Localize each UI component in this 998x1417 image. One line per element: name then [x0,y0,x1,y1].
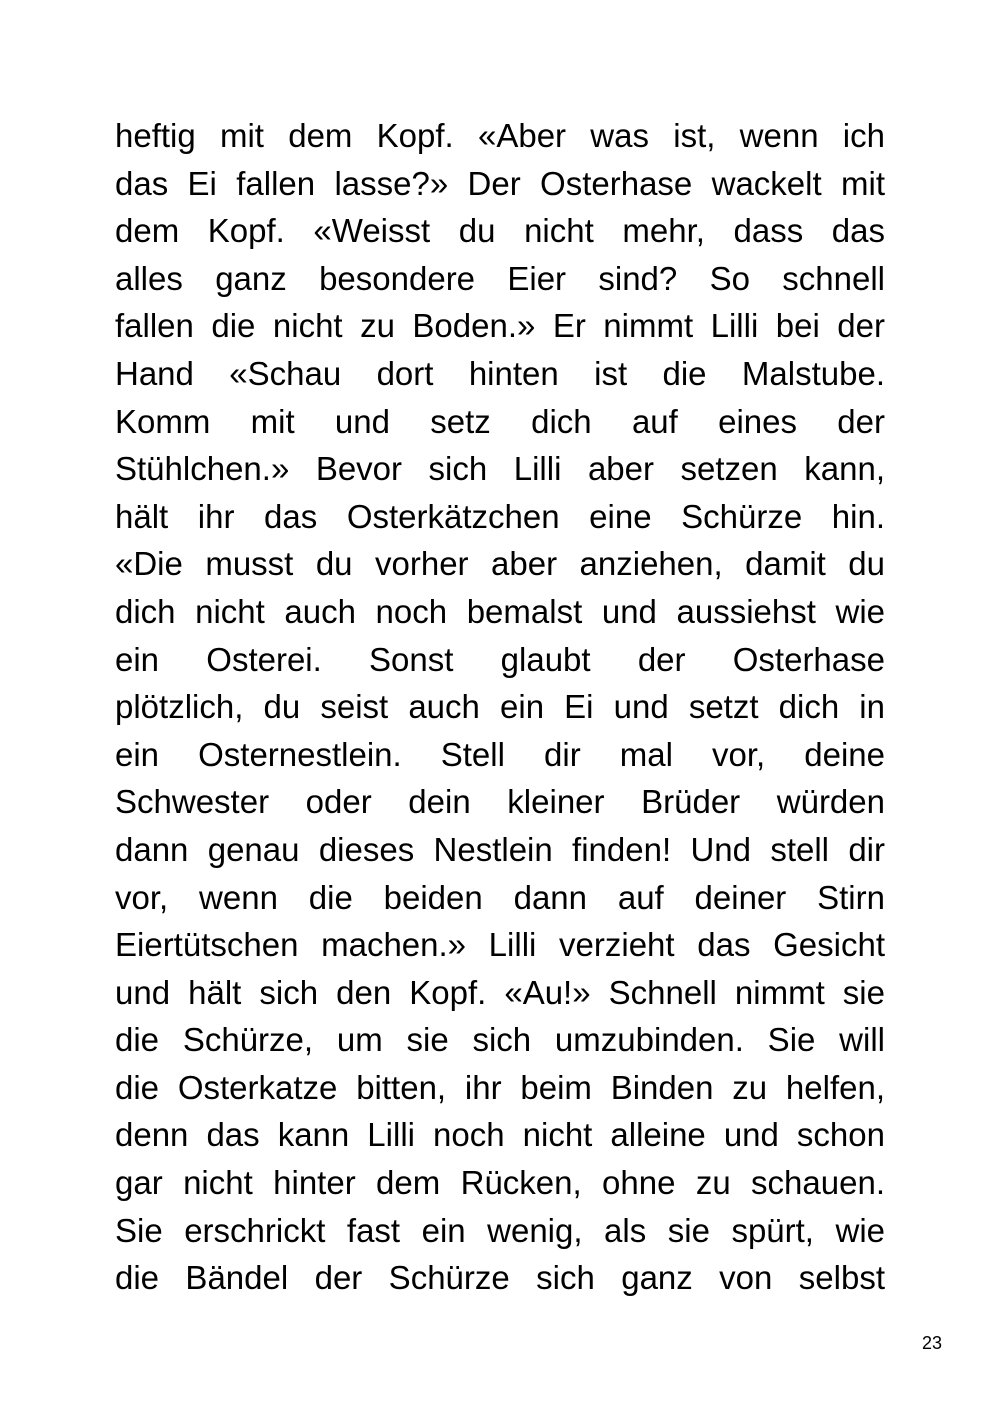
text-line: Hand «Schau dort hinten ist die Malstube. [115,354,885,392]
text-line: fallen die nicht zu Boden.» Er nimmt Lilli bei der [115,307,885,345]
text-line: Eiertütschen machen.» Lilli verzieht das Gesicht [115,926,885,964]
text-line: «Die musst du vorher aber anziehen, damit du [115,545,885,583]
text-line: das Ei fallen lasse?» Der Osterhase wackelt mit [115,164,885,202]
text-line: und hält sich den Kopf. «Au!» Schnell nimmt sie [115,973,885,1011]
text-line: vor, wenn die beiden dann auf deiner Stirn [115,878,885,916]
text-line: ein Osterei. Sonst glaubt der Osterhase [115,640,885,678]
text-line: die Osterkatze bitten, ihr beim Binden zu helfen, [115,1068,885,1106]
text-line: ein Osternestlein. Stell dir mal vor, deine [115,735,885,773]
text-line: Schwester oder dein kleiner Brüder würden [115,783,885,821]
text-line: die Bändel der Schürze sich ganz von selbst [115,1259,885,1297]
text-line: plötzlich, du seist auch ein Ei und setzt dich in [115,688,885,726]
text-line: denn das kann Lilli noch nicht alleine und schon [115,1116,885,1154]
text-line: alles ganz besondere Eier sind? So schnell [115,259,885,297]
text-line: dich nicht auch noch bemalst und aussiehst wie [115,592,885,630]
text-line: Sie erschrickt fast ein wenig, als sie spürt, wie [115,1211,885,1249]
text-line: heftig mit dem Kopf. «Aber was ist, wenn ich [115,117,885,154]
body-text [115,112,885,1302]
text-line: dann genau dieses Nestlein finden! Und stell dir [115,830,885,868]
page-number: 23 [921,1333,942,1353]
text-line: gar nicht hinter dem Rücken, ohne zu schauen. [115,1164,885,1202]
text-line: die Schürze, um sie sich umzubinden. Sie will [115,1021,885,1059]
text-line: Stühlchen.» Bevor sich Lilli aber setzen kann, [115,450,885,488]
text-line: Komm mit und setz dich auf eines der [115,402,885,440]
text-line: hält ihr das Osterkätzchen eine Schürze hin. [115,497,885,535]
text-line: dem Kopf. «Weisst du nicht mehr, dass das [115,212,885,250]
